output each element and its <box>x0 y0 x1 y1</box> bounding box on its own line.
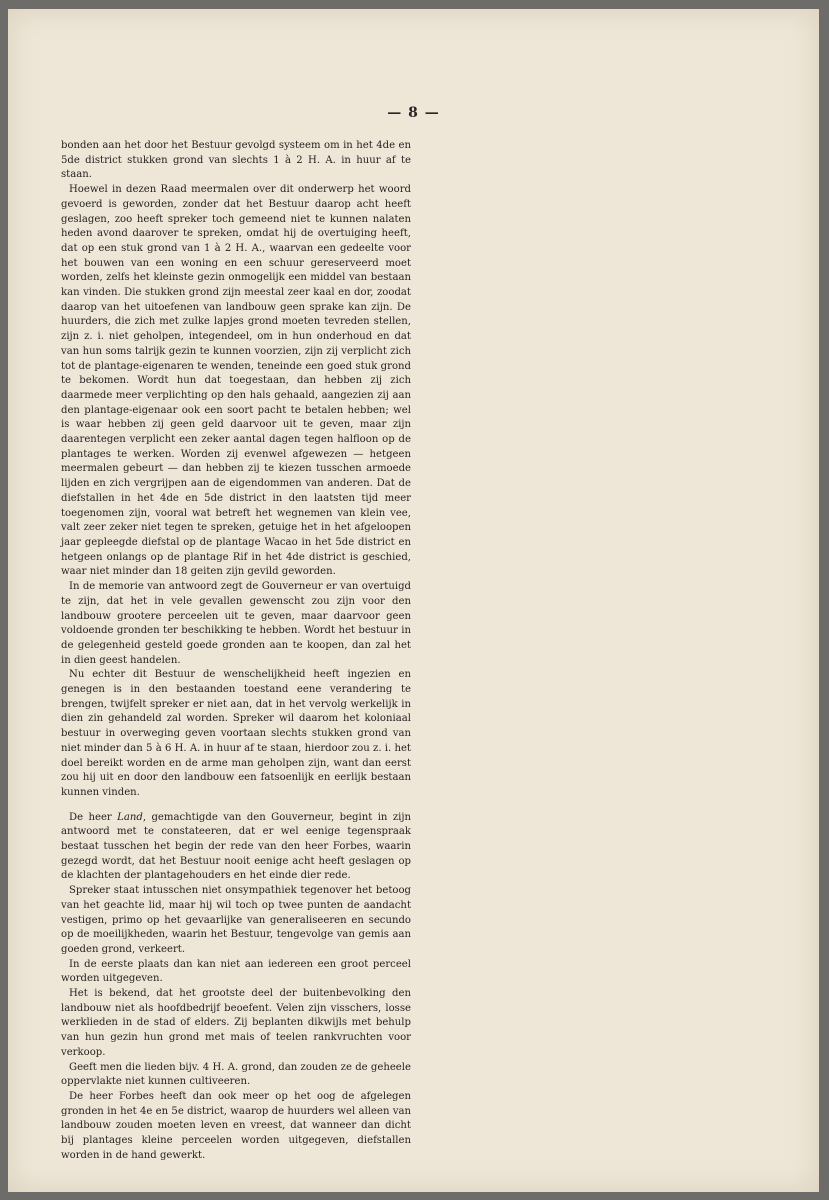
paragraph: De heer Forbes heeft dan ook meer op het oog de afgelegen gronden in het 4e en 5e district, waarop de huurders wel alleen van landbouw zouden moeten leven en vreest, dat wanneer dan dicht bij plantages kleine perceelen worden uitgegeven, diefstallen worden in de hand gewerkt. <box>61 1091 411 1161</box>
paragraph: Geeft men die lieden bijv. 4 H. A. grond, dan zouden ze de geheele oppervlakte niet kunnen cultiveeren. <box>61 1061 411 1088</box>
paragraph: Het is bekend, dat het grootste deel der buitenbevolking den landbouw niet als hoofdbedrijf beoefent. Velen zijn visschers, losse werklieden in de stad of elders. Zij beplanten dikwijls met behulp van hun gezin hun grond met mais of teelen rankvruchten voor verkoop. <box>61 988 411 1058</box>
paragraph: Spreker staat intusschen niet onsympathiek tegenover het betoog van het geachte lid, maar hij wil toch op twee punten de aandacht vestigen, primo op het gevaarlijke van generaliseeren en secundo op de moeilijkheden, waarin het Bestuur, tengevolge van gemis aan goeden grond, verkeert. <box>61 885 411 955</box>
page-number: — 8 — <box>387 105 440 121</box>
paragraph: Nu echter dit Bestuur de wenschelijkheid heeft ingezien en genegen is in den bestaanden toestand eene verandering te brengen, twijfelt spreker er niet aan, dat in het vervolg werkelijk in dien zin gehandeld zal worden. Spreker wil daarom het koloniaal bestuur in overweging geven voortaan slechts stukken grond van niet minder dan 5 à 6 H. A. in huur af te staan, hierdoor zou z. i. het doel bereikt worden en de arme man geholpen zijn, want dan eerst zou hij uit en door den landbouw een fatsoenlijk en eerlijk bestaan kunnen vinden. <box>61 669 411 798</box>
paragraph: In de memorie van antwoord zegt de Gouverneur er van overtuigd te zijn, dat het in vele gevallen gewenscht zou zijn voor den landbouw grootere perceelen uit te geven, maar daarvoor geen voldoende gronden ter beschikking te hebben. Wordt het bestuur in de gelegenheid gesteld goede gronden aan te koopen, dan zal het in dien geest handelen. <box>61 581 411 666</box>
body-text <box>61 139 411 1164</box>
speaker-name: Land <box>117 811 143 823</box>
speaker-prefix: De heer <box>69 811 118 823</box>
paragraph: bonden aan het door het Bestuur gevolgd systeem om in het 4de en 5de district stukken grond van slechts 1 à 2 H. A. in huur af te staan. <box>61 140 411 181</box>
paragraph: In de eerste plaats dan kan niet aan iedereen een groot perceel worden uitgegeven. <box>61 958 411 985</box>
paragraph: Hoewel in dezen Raad meermalen over dit onderwerp het woord gevoerd is geworden, zonder dat het Bestuur daarop acht heeft geslagen, zoo heeft spreker toch gemeend niet te kunnen nalaten heden avond daarover te spreken, omdat hij de overtuiging heeft, dat op een stuk grond van 1 à 2 H. A., waarvan een gedeelte voor het bouwen van een woning en een schuur gereserveerd moet worden, zelfs het kleinste gezin onmogelijk een middel van bestaan kan vinden. Die stukken grond zijn meestal zeer kaal en dor, zoodat daarop van het uitoefenen van landbouw geen sprake kan zijn. De huurders, die zich met zulke lapjes grond moeten tevreden stellen, zijn z. i. niet geholpen, integendeel, om in hun onderhoud en dat van hun soms talrijk gezin te kunnen voorzien, zijn zij verplicht zich tot de plantage-eigenaren te wenden, teneinde een goed stuk grond te bekomen. Wordt hun dat toegestaan, dan hebben zij zich daarmede meer verplichting op den hals gehaald, aangezien zij aan den plantage-eigenaar ook een soort pacht te betalen hebben; wel is waar hebben zij geen geld daarvoor uit te geven, maar zijn daarentegen verplicht een zeker aantal dagen tegen halfloon op de plantages te werken. Worden zij evenwel afgewezen — hetgeen meermalen gebeurt — dan hebben zij te kiezen tusschen armoede lijden en zich vergrijpen aan de eigendommen van anderen. Dat de diefstallen in het 4de en 5de district in den laatsten tijd meer toegenomen zijn, vooral wat betreft het wegnemen van klein vee, valt zeer zeker niet tegen te spreken, getuige het in het afgeloopen jaar gepleegde diefstal op de plantage Wacao in het 5de district en hetgeen onlangs op de plantage Rif in het 4de district is geschied, waar niet minder dan 18 geiten zijn gevild geworden. <box>61 184 411 578</box>
speaker-text: , gemachtigde van den Gouverneur, begint in zijn antwoord met te constateeren, dat er wel eenige tegenspraak bestaat tusschen het begin der rede van den heer Forbes, waarin gezegd wordt, dat het Bestuur nooit eenige acht heeft geslagen op de klachten der plantagehouders en het einde dier rede. <box>61 811 412 882</box>
section-gap <box>61 801 411 811</box>
document-page <box>8 9 819 1192</box>
paragraph-speaker-intro <box>61 811 411 885</box>
